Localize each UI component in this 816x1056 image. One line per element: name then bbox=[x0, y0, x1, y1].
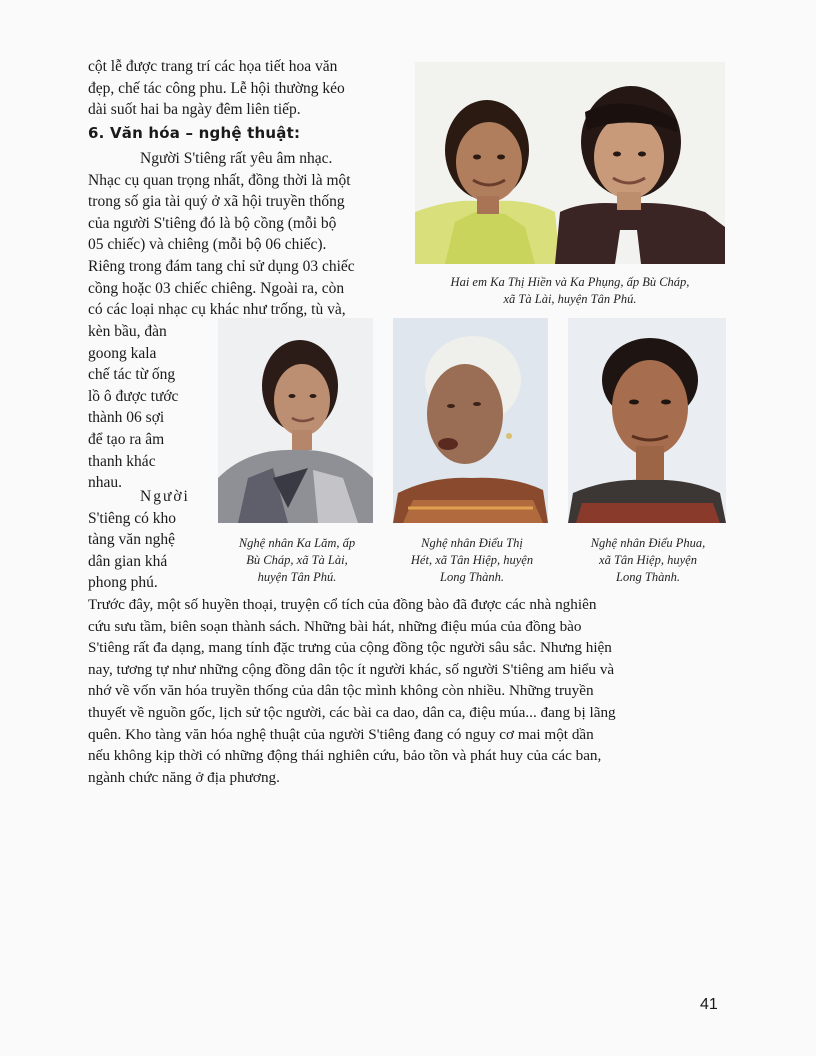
text-line: nay, tương tự như những cộng đồng dân tộc ít người khác, số người S'tiêng am hiểu và bbox=[88, 660, 615, 678]
text-line: goong kala bbox=[88, 344, 157, 362]
text-line: tàng văn nghệ bbox=[88, 531, 175, 549]
text-line: cồng hoặc 03 chiếc chiêng. Ngoài ra, còn bbox=[88, 279, 345, 297]
caption-line: xã Tân Hiệp, huyện bbox=[599, 553, 697, 567]
text-line: có các loại nhạc cụ khác như trống, tù và, bbox=[88, 301, 346, 319]
section-heading: 6. Văn hóa – nghệ thuật: bbox=[88, 124, 301, 142]
caption-line: Bù Cháp, xã Tà Lài, bbox=[246, 553, 348, 567]
photo-dieu-phua bbox=[568, 318, 726, 523]
caption-line: Nghệ nhân Ka Lăm, ấp bbox=[238, 536, 356, 550]
text-line: 05 chiếc) và chiêng (mỗi bộ 06 chiếc). bbox=[88, 236, 327, 254]
text-line: trong số gia tài quý ở xã hội truyền thống bbox=[88, 193, 345, 211]
caption-line: Nghệ nhân Điểu Thị bbox=[421, 536, 523, 550]
paragraph-music-narrow bbox=[88, 321, 203, 494]
text-line: cứu sưu tầm, biên soạn thành sách. Những bài hát, những điệu múa của đồng bào bbox=[88, 617, 582, 635]
caption-line: Nghệ nhân Điểu Phua, bbox=[590, 536, 706, 550]
paragraph-folk-narrow bbox=[88, 486, 203, 594]
text-line: chế tác từ ống bbox=[88, 366, 176, 384]
caption-two-girls bbox=[410, 274, 730, 308]
text-line: đẹp, chế tác công phu. Lễ hội thường kéo bbox=[88, 79, 345, 97]
caption-line: Long Thành. bbox=[440, 570, 504, 584]
text-line: thuyết về nguồn gốc, lịch sử tộc người, các bài ca dao, dân ca, điệu múa... đang bị lãng bbox=[88, 703, 616, 721]
text-line: dài suốt hai ba ngày đêm liên tiếp. bbox=[88, 101, 301, 119]
text-line: Riêng trong đám tang chỉ sử dụng 03 chiếc bbox=[88, 257, 355, 275]
photo-ka-lam bbox=[218, 318, 373, 523]
photo-dieu-thi-het bbox=[393, 318, 548, 523]
text-line: của người S'tiêng đó là bộ cồng (mỗi bộ bbox=[88, 214, 337, 232]
photo-two-girls bbox=[415, 62, 725, 264]
caption-dieu-thi-het bbox=[388, 535, 556, 586]
caption-line: Hai em Ka Thị Hiền và Ka Phụng, ấp Bù Cháp, bbox=[450, 275, 690, 289]
text-line: nếu không kịp thời có những động thái nghiên cứu, bảo tồn và phát huy của các ban, bbox=[88, 747, 602, 765]
text-line: cột lễ được trang trí các họa tiết hoa văn bbox=[88, 58, 338, 75]
text-line: thành 06 sợi bbox=[88, 409, 165, 427]
paragraph-folk-wide bbox=[88, 594, 728, 788]
caption-line: xã Tà Lài, huyện Tân Phú. bbox=[503, 292, 637, 306]
text-line: nhớ về vốn văn hóa truyền thống của dân tộc mình không còn nhiều. Những truyền bbox=[88, 682, 594, 700]
page-number: 41 bbox=[700, 996, 718, 1013]
text-line: Trước đây, một số huyền thoại, truyện cổ tích của đồng bào đã được các nhà nghiên bbox=[88, 596, 597, 613]
text-line: ngành chức năng ở địa phương. bbox=[88, 768, 280, 786]
text-line: Người bbox=[140, 488, 190, 505]
intro-paragraph bbox=[88, 56, 396, 121]
text-line: S'tiêng rất đa dạng, mang tính đặc trưng của cộng đồng tộc người sâu sắc. Nhưng hiện bbox=[88, 639, 612, 657]
text-line: quên. Kho tàng văn hóa nghệ thuật của người S'tiêng đang có nguy cơ mai một dần bbox=[88, 725, 594, 743]
caption-line: Hét, xã Tân Hiệp, huyện bbox=[410, 553, 534, 567]
caption-ka-lam bbox=[212, 535, 382, 586]
caption-line: Long Thành. bbox=[616, 570, 680, 584]
text-line: để tạo ra âm bbox=[88, 430, 165, 448]
text-line: nhau. bbox=[88, 474, 123, 492]
text-line: Người S'tiêng rất yêu âm nhạc. bbox=[140, 150, 333, 167]
text-line: Nhạc cụ quan trọng nhất, đồng thời là một bbox=[88, 171, 351, 189]
text-line: thanh khác bbox=[88, 452, 156, 470]
caption-dieu-phua bbox=[566, 535, 730, 586]
text-line: kèn bầu, đàn bbox=[88, 323, 167, 340]
text-line: lồ ô được tước bbox=[88, 387, 179, 405]
text-line: dân gian khá bbox=[88, 552, 168, 570]
caption-line: huyện Tân Phú. bbox=[257, 570, 337, 584]
text-line: phong phú. bbox=[88, 574, 158, 592]
text-line: S'tiêng có kho bbox=[88, 509, 177, 527]
paragraph-music bbox=[88, 148, 396, 321]
